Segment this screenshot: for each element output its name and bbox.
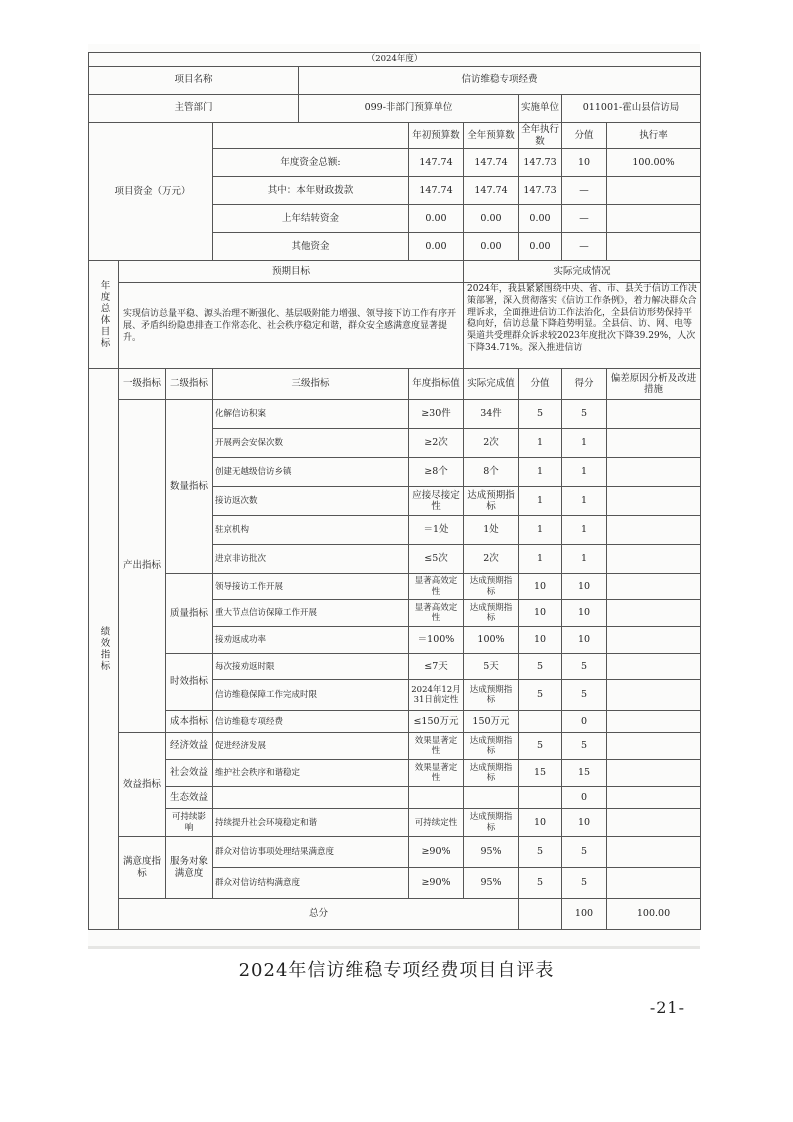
indicator-score: 1 (562, 458, 607, 487)
indicator-actual: 2次 (464, 545, 519, 574)
indicator-val: 1 (519, 458, 562, 487)
funds-cell: — (562, 205, 607, 233)
indicator-deviation (607, 809, 701, 837)
indicator-val: 5 (519, 733, 562, 760)
indicator-name: 每次接劝返时限 (213, 654, 409, 680)
funds-cell: — (562, 177, 607, 205)
perf-label: 绩效指标 (98, 626, 110, 673)
indicator-target: ≤5次 (409, 545, 464, 574)
indicator-val: 1 (519, 516, 562, 545)
indicator-deviation (607, 487, 701, 516)
indicator-name: 驻京机构 (213, 516, 409, 545)
quality-label: 质量指标 (166, 574, 213, 654)
indicator-actual: 150万元 (464, 711, 519, 733)
indicator-actual: 2次 (464, 429, 519, 458)
indicator-name: 群众对信访事项处理结果满意度 (213, 837, 409, 868)
indicator-score: 5 (562, 400, 607, 429)
indicator-name: 重大节点信访保障工作开展 (213, 600, 409, 627)
indicator-name: 领导接访工作开展 (213, 574, 409, 600)
indicator-score: 0 (562, 787, 607, 809)
indicator-deviation (607, 868, 701, 899)
project-name-label: 项目名称 (89, 66, 299, 94)
indicator-deviation (607, 600, 701, 627)
indicator-val: 15 (519, 760, 562, 787)
indicator-val: 5 (519, 680, 562, 711)
goal-expected-header: 预期目标 (119, 261, 464, 283)
indicator-target: ≥90% (409, 837, 464, 868)
page-caption: 2024年信访维稳专项经费项目自评表 (238, 960, 555, 981)
indicator-name (213, 787, 409, 809)
funds-cell: 0.00 (464, 205, 519, 233)
indicator-val: 1 (519, 487, 562, 516)
indicator-score: 1 (562, 516, 607, 545)
indicator-actual: 95% (464, 868, 519, 899)
indicator-actual: 达成预期指标 (464, 809, 519, 837)
funds-cell: 0.00 (519, 205, 562, 233)
funds-cell: 0.00 (464, 233, 519, 261)
indicator-target: 效果显著定性 (409, 733, 464, 760)
indicator-score: 5 (562, 868, 607, 899)
indicator-deviation (607, 654, 701, 680)
goal-label-cell (89, 261, 119, 369)
indicator-val: 5 (519, 654, 562, 680)
indicator-name: 信访维稳保障工作完成时限 (213, 680, 409, 711)
total-label: 总分 (119, 899, 519, 930)
indicator-val (519, 711, 562, 733)
indicator-score: 5 (562, 733, 607, 760)
sustain-label: 可持续影响 (166, 809, 213, 837)
indicator-deviation (607, 627, 701, 654)
funds-cell (607, 205, 701, 233)
indicator-target: 可持续定性 (409, 809, 464, 837)
indicator-val: 10 (519, 627, 562, 654)
indicator-deviation (607, 429, 701, 458)
indicator-val: 5 (519, 837, 562, 868)
indicator-score: 5 (562, 837, 607, 868)
indicator-score: 10 (562, 809, 607, 837)
indicator-actual: 达成预期指标 (464, 760, 519, 787)
indicator-score: 10 (562, 600, 607, 627)
perf-header-l1: 一级指标 (119, 369, 166, 400)
indicator-name: 接劝返成功率 (213, 627, 409, 654)
funds-cell: 147.74 (464, 177, 519, 205)
indicator-score: 15 (562, 760, 607, 787)
indicator-score: 0 (562, 711, 607, 733)
indicator-deviation (607, 733, 701, 760)
indicator-deviation (607, 680, 701, 711)
indicator-name: 维护社会秩序和谐稳定 (213, 760, 409, 787)
cost-label: 成本指标 (166, 711, 213, 733)
funds-cell: 147.74 (464, 149, 519, 177)
indicator-deviation (607, 400, 701, 429)
indicator-name: 接访返次数 (213, 487, 409, 516)
indicator-target: 应接尽接定性 (409, 487, 464, 516)
indicator-target: ≤7天 (409, 654, 464, 680)
funds-cell (607, 177, 701, 205)
impl-label: 实施单位 (519, 94, 562, 122)
indicator-score: 1 (562, 545, 607, 574)
funds-cell (607, 233, 701, 261)
funds-header-annual: 全年预算数 (464, 122, 519, 149)
funds-row-label: 其他资金 (213, 233, 409, 261)
indicator-deviation (607, 711, 701, 733)
perf-header-l3: 三级指标 (213, 369, 409, 400)
econ-label: 经济效益 (166, 733, 213, 760)
indicator-target: ≥8个 (409, 458, 464, 487)
indicator-actual: 95% (464, 837, 519, 868)
indicator-deviation (607, 458, 701, 487)
indicator-actual (464, 787, 519, 809)
indicator-target: ≤150万元 (409, 711, 464, 733)
indicator-target: ≥2次 (409, 429, 464, 458)
goal-expected-text: 实现信访总量平稳、源头治理不断强化、基层吸附能力增强、领导接下访工作有序开展、矛盾纠纷隐患排查工作常态化、社会秩序稳定和谐，群众安全感满意度显著提升。 (119, 283, 464, 369)
indicator-val: 1 (519, 429, 562, 458)
funds-cell: — (562, 233, 607, 261)
funds-cell: 147.73 (519, 149, 562, 177)
social-label: 社会效益 (166, 760, 213, 787)
indicator-actual: 5天 (464, 654, 519, 680)
service-label: 服务对象满意度 (166, 837, 213, 899)
indicator-name: 进京非访批次 (213, 545, 409, 574)
indicator-val: 10 (519, 809, 562, 837)
indicator-actual: 达成预期指标 (464, 733, 519, 760)
indicator-target: 显著高效定性 (409, 574, 464, 600)
goal-actual-text: 2024年，我县紧紧围绕中央、省、市、县关于信访工作决策部署，深入贯彻落实《信访工作条例》，着力解决群众合理诉求，全面推进信访工作法治化，全县信访形势保持平稳向好，信访总量下降趋势明显。全县信、访、网、电等渠道共受理群众诉求较2023年度批次下降39.29%，人次下降34.71%。深入推进信访 (464, 283, 701, 369)
dept-label: 主管部门 (89, 94, 299, 122)
funds-cell: 0.00 (409, 205, 464, 233)
indicator-target: ＝1处 (409, 516, 464, 545)
indicator-val: 5 (519, 868, 562, 899)
self-evaluation-table (88, 52, 701, 930)
indicator-actual: 达成预期指标 (464, 600, 519, 627)
indicator-actual: 8个 (464, 458, 519, 487)
dept-value: 099-非部门预算单位 (299, 94, 519, 122)
indicator-actual: 达成预期指标 (464, 680, 519, 711)
indicator-score: 10 (562, 574, 607, 600)
funds-header-rate: 执行率 (607, 122, 701, 149)
indicator-target: 显著高效定性 (409, 600, 464, 627)
perf-header-val: 分值 (519, 369, 562, 400)
total-val: 100 (562, 899, 607, 930)
indicator-actual: 100% (464, 627, 519, 654)
funds-row-label: 上年结转资金 (213, 205, 409, 233)
indicator-actual: 达成预期指标 (464, 487, 519, 516)
funds-cell: 10 (562, 149, 607, 177)
indicator-deviation (607, 837, 701, 868)
indicator-score: 1 (562, 429, 607, 458)
indicator-name: 信访维稳专项经费 (213, 711, 409, 733)
goal-label: 年度总体目标 (98, 280, 110, 350)
funds-row-label: 年度资金总额: (213, 149, 409, 177)
indicator-val (519, 787, 562, 809)
perf-header-actual: 实际完成值 (464, 369, 519, 400)
output-label: 产出指标 (119, 400, 166, 733)
indicator-deviation (607, 574, 701, 600)
quantity-label: 数量指标 (166, 400, 213, 574)
indicator-score: 5 (562, 680, 607, 711)
total-score: 100.00 (607, 899, 701, 930)
funds-cell: 147.74 (409, 149, 464, 177)
indicator-target: ＝100% (409, 627, 464, 654)
funds-header-blank (213, 122, 409, 149)
perf-header-deviation: 偏差原因分析及改进措施 (607, 369, 701, 400)
project-name: 信访维稳专项经费 (299, 66, 701, 94)
funds-cell: 147.74 (409, 177, 464, 205)
funds-header-exec: 全年执行数 (519, 122, 562, 149)
satisfaction-label: 满意度指标 (119, 837, 166, 899)
funds-label: 项目资金（万元） (89, 122, 213, 261)
indicator-val: 10 (519, 574, 562, 600)
indicator-actual: 达成预期指标 (464, 574, 519, 600)
indicator-val: 1 (519, 545, 562, 574)
indicator-val: 10 (519, 600, 562, 627)
perf-header-target: 年度指标值 (409, 369, 464, 400)
eco-label: 生态效益 (166, 787, 213, 809)
indicator-score: 10 (562, 627, 607, 654)
total-blank (519, 899, 562, 930)
indicator-target: ≥90% (409, 868, 464, 899)
impl-value: 011001-霍山县信访局 (562, 94, 701, 122)
page-number: -21- (649, 998, 685, 1017)
indicator-name: 促进经济发展 (213, 733, 409, 760)
funds-cell: 147.73 (519, 177, 562, 205)
perf-label-cell (89, 369, 119, 930)
indicator-actual: 1处 (464, 516, 519, 545)
perf-header-score: 得分 (562, 369, 607, 400)
indicator-name: 群众对信访结构满意度 (213, 868, 409, 899)
indicator-score: 1 (562, 487, 607, 516)
indicator-val: 5 (519, 400, 562, 429)
indicator-target: 2024年12月31日前定性 (409, 680, 464, 711)
funds-row-label: 其中：本年财政拨款 (213, 177, 409, 205)
indicator-deviation (607, 545, 701, 574)
goal-actual-header: 实际完成情况 (464, 261, 701, 283)
indicator-name: 开展两会安保次数 (213, 429, 409, 458)
indicator-target: ≥30件 (409, 400, 464, 429)
indicator-score: 5 (562, 654, 607, 680)
indicator-target (409, 787, 464, 809)
indicator-deviation (607, 760, 701, 787)
indicator-deviation (607, 516, 701, 545)
funds-header-score-val: 分值 (562, 122, 607, 149)
funds-header-init: 年初预算数 (409, 122, 464, 149)
time-label: 时效指标 (166, 654, 213, 711)
year-label: （2024年度） (89, 53, 701, 67)
funds-cell: 0.00 (409, 233, 464, 261)
indicator-target: 效果显著定性 (409, 760, 464, 787)
indicator-deviation (607, 787, 701, 809)
funds-cell: 0.00 (519, 233, 562, 261)
benefit-label: 效益指标 (119, 733, 166, 837)
indicator-name: 创建无越级信访乡镇 (213, 458, 409, 487)
funds-cell: 100.00% (607, 149, 701, 177)
indicator-name: 化解信访积案 (213, 400, 409, 429)
indicator-actual: 34件 (464, 400, 519, 429)
perf-header-l2: 二级指标 (166, 369, 213, 400)
indicator-name: 持续提升社会环境稳定和谐 (213, 809, 409, 837)
